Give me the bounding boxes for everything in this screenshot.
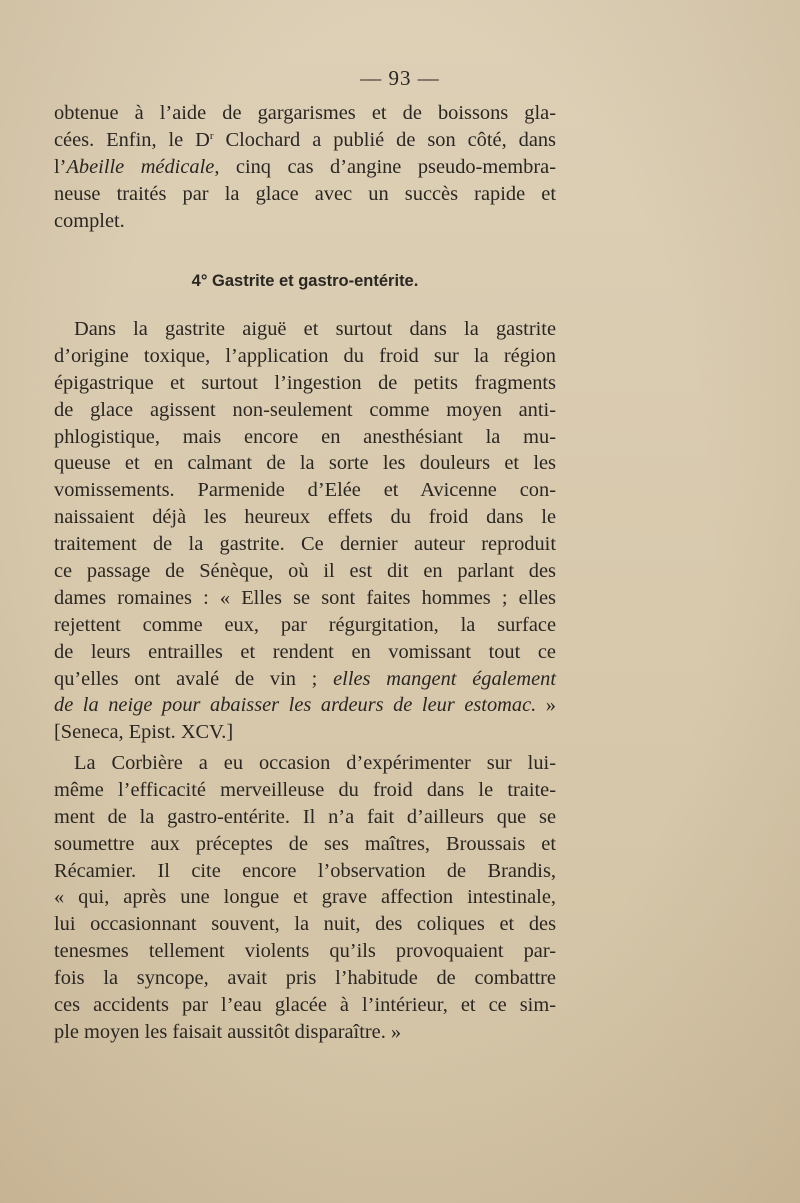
text-line: rejettent comme eux, par régurgitation, la surface <box>54 613 556 636</box>
text-line: tenesmes tellement violents qu’ils provoquaient par- <box>54 940 556 963</box>
text-line: neuse traités par la glace avec un succès rapide et <box>54 182 556 205</box>
text-line: La Corbière a eu occasion d’expérimenter sur lui- <box>74 752 556 774</box>
text-line: de la neige pour abaisser les ardeurs de leur estomac. » <box>54 694 556 717</box>
journal-title: Abeille médicale <box>66 155 215 178</box>
text-line: dames romaines : « Elles se sont faites hommes ; elles <box>54 586 556 609</box>
superscript: r <box>209 129 214 142</box>
text-line: soumettre aux préceptes de ses maîtres, Broussais et <box>54 832 556 855</box>
paragraph-1 <box>54 100 556 234</box>
text-line: ces accidents par l’eau glacée à l’intérieur, et ce sim- <box>54 994 556 1017</box>
text-line: de glace agissent non-seulement comme moyen anti- <box>54 398 556 421</box>
text-line: phlogistique, mais encore en anesthésiant la mu- <box>54 425 556 448</box>
text-line: Dans la gastrite aiguë et surtout dans la gastrite <box>74 318 556 340</box>
text-line: lui occasionnant souvent, la nuit, des coliques et des <box>54 913 556 936</box>
text-line: fois la syncope, avait pris l’habitude de combattre <box>54 967 556 990</box>
text-line: cées. Enfin, le $D^r$ Clochard a publié de son côté, dans <box>54 128 556 151</box>
citation-line: [Seneca, Epist. XCV.] <box>54 721 234 744</box>
text-line: de leurs entrailles et rendent en vomissant tout ce <box>54 640 556 663</box>
text-line: queuse et en calmant de la sorte les douleurs et les <box>54 452 556 475</box>
text-line: « qui, après une longue et grave affection intestinale, <box>54 886 556 909</box>
text-line: naissaient déjà les heureux effets du froid dans le <box>54 506 556 529</box>
italic-quote: elles mangent également <box>333 667 556 690</box>
text-line: vomissements. Parmenide d’Elée et Avicenne con- <box>54 479 556 502</box>
text-line: qu’elles ont avalé de vin ; elles mangent également <box>54 667 556 690</box>
section-heading: 4° Gastrite et gastro-entérite. <box>191 272 419 290</box>
text-line: Récamier. Il cite encore l’observation de Brandis, <box>54 859 556 882</box>
text-line: obtenue à l’aide de gargarismes et de boissons gla- <box>54 102 556 124</box>
text-line: l’Abeille médicale, cinq cas d’angine pseudo-membra- <box>54 155 556 178</box>
text-line: ce passage de Sénèque, où il est dit en parlant des <box>54 560 556 583</box>
paragraph-2 <box>54 316 556 746</box>
paragraph-3 <box>54 750 556 1046</box>
text-line: ment de la gastro-entérite. Il n’a fait d’ailleurs que se <box>54 805 556 828</box>
italic-quote: de la neige pour abaisser les ardeurs de leur estomac. <box>54 694 537 717</box>
text-line: même l’efficacité merveilleuse du froid dans le traite- <box>54 778 556 801</box>
text-line: complet. <box>54 209 125 232</box>
text-line: ple moyen les faisait aussitôt disparaître. » <box>54 1020 402 1043</box>
text-line: épigastrique et surtout l’ingestion de petits fragments <box>54 371 556 394</box>
text-line: d’origine toxique, l’application du froid sur la région <box>54 344 556 367</box>
text-line: traitement de la gastrite. Ce dernier auteur reproduit <box>54 533 556 556</box>
page-number: — 93 — <box>360 66 440 90</box>
